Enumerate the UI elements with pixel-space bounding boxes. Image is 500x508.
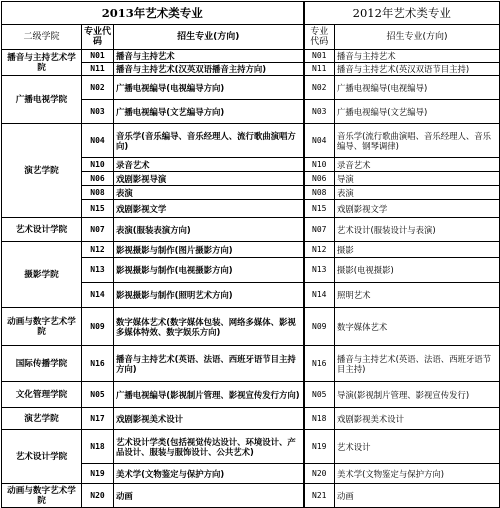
header-code-2013: 专业代码	[82, 25, 114, 50]
major-2012: 导演	[335, 172, 500, 186]
code-2013: N09	[82, 308, 114, 346]
college-cell: 广播电视学院	[2, 76, 82, 124]
college-cell: 演艺学院	[2, 408, 82, 430]
college-cell: 演艺学院	[2, 124, 82, 218]
code-2013: N12	[82, 242, 114, 258]
code-2013: N19	[82, 464, 114, 484]
code-2013: N03	[82, 100, 114, 124]
header-college: 二级学院	[2, 25, 82, 50]
code-2012: N16	[304, 346, 335, 382]
college-cell: 国际传播学院	[2, 346, 82, 382]
major-2012: 动画	[335, 484, 500, 508]
code-2013: N18	[82, 430, 114, 464]
major-2013: 表演	[114, 186, 304, 200]
major-2013: 数字媒体艺术(数字媒体包装、网络多媒体、影视多媒体特效、数字娱乐方向)	[114, 308, 304, 346]
major-2012: 音乐学(流行歌曲演唱、音乐经理人、音乐编导、钢琴调律)	[335, 124, 500, 158]
table-row	[2, 382, 500, 408]
major-2013: 播音与主持艺术(英语、法语、西班牙语节目主持方向)	[114, 346, 304, 382]
code-2012: N20	[304, 464, 335, 484]
major-2012: 美术学(文物鉴定与保护方向)	[335, 464, 500, 484]
major-2013: 影视摄影与制作(图片摄影方向)	[114, 242, 304, 258]
table-row	[2, 346, 500, 382]
table-row	[2, 218, 500, 242]
major-2012: 表演	[335, 186, 500, 200]
major-2012: 广播电视编导(文艺编导)	[335, 100, 500, 124]
major-2013: 广播电视编导(影视制片管理、影视宣传发行方向)	[114, 382, 304, 408]
code-2012: N02	[304, 76, 335, 100]
code-2013: N07	[82, 218, 114, 242]
table-row	[2, 430, 500, 464]
code-2013: N13	[82, 258, 114, 283]
college-cell: 动画与数字艺术学院	[2, 308, 82, 346]
code-2012: N09	[304, 308, 335, 346]
header-major-2013: 招生专业(方向)	[114, 25, 304, 50]
code-2012: N18	[304, 408, 335, 430]
major-2012: 戏剧影视美术设计	[335, 408, 500, 430]
header-major-2012: 招生专业(方向)	[335, 25, 500, 50]
code-2012: N13	[304, 258, 335, 283]
major-2013: 表演(服装表演方向)	[114, 218, 304, 242]
code-2013: N01	[82, 50, 114, 63]
major-2013: 艺术设计学类(包括视觉传达设计、环境设计、产品设计、服装与服饰设计、公共艺术)	[114, 430, 304, 464]
major-2013: 广播电视编导(文艺编导方向)	[114, 100, 304, 124]
code-2013: N08	[82, 186, 114, 200]
major-2012: 录音艺术	[335, 158, 500, 172]
code-2012: N10	[304, 158, 335, 172]
major-2013: 戏剧影视美术设计	[114, 408, 304, 430]
code-2013: N20	[82, 484, 114, 508]
major-2012: 播音与主持艺术(英语、法语、西班牙语节目主持)	[335, 346, 500, 382]
college-cell: 艺术设计学院	[2, 218, 82, 242]
college-cell: 播音与主持艺术学院	[2, 50, 82, 76]
college-cell: 艺术设计学院	[2, 430, 82, 484]
code-2013: N06	[82, 172, 114, 186]
major-2013: 戏剧影视导演	[114, 172, 304, 186]
major-2013: 戏剧影视文学	[114, 200, 304, 218]
code-2013: N04	[82, 124, 114, 158]
code-2012: N15	[304, 200, 335, 218]
code-2013: N14	[82, 283, 114, 308]
college-cell: 摄影学院	[2, 242, 82, 308]
major-2012: 数字媒体艺术	[335, 308, 500, 346]
major-2012: 广播电视编导(电视编导)	[335, 76, 500, 100]
major-2012: 摄影(电视摄影)	[335, 258, 500, 283]
major-2013: 播音与主持艺术(汉英双语播音主持方向)	[114, 63, 304, 76]
title-row	[2, 2, 500, 25]
title-2012: 2012年艺术类专业	[304, 2, 500, 25]
major-2012: 摄影	[335, 242, 500, 258]
code-2012: N05	[304, 382, 335, 408]
college-cell: 动画与数字艺术学院	[2, 484, 82, 508]
code-2012: N21	[304, 484, 335, 508]
header-code-2012: 专业代码	[304, 25, 335, 50]
major-2013: 录音艺术	[114, 158, 304, 172]
code-2012: N08	[304, 186, 335, 200]
table-row	[2, 408, 500, 430]
major-2012: 艺术设计	[335, 430, 500, 464]
code-2012: N19	[304, 430, 335, 464]
major-2012: 戏剧影视文学	[335, 200, 500, 218]
major-2013: 音乐学(音乐编导、音乐经理人、流行歌曲演唱方向)	[114, 124, 304, 158]
table-row	[2, 76, 500, 100]
major-2012: 播音与主持艺术(英汉双语节目主持)	[335, 63, 500, 76]
college-cell: 文化管理学院	[2, 382, 82, 408]
table-row	[2, 484, 500, 508]
table-row	[2, 50, 500, 63]
code-2012: N04	[304, 124, 335, 158]
major-2012: 艺术设计(服装设计与表演)	[335, 218, 500, 242]
major-2013: 广播电视编导(电视编导方向)	[114, 76, 304, 100]
table-row	[2, 308, 500, 346]
table-row	[2, 124, 500, 158]
major-2012: 照明艺术	[335, 283, 500, 308]
major-2013: 美术学(文物鉴定与保护方向)	[114, 464, 304, 484]
code-2013: N16	[82, 346, 114, 382]
code-2013: N10	[82, 158, 114, 172]
admission-table-container	[1, 1, 499, 506]
code-2013: N11	[82, 63, 114, 76]
major-2012: 播音与主持艺术	[335, 50, 500, 63]
code-2012: N12	[304, 242, 335, 258]
code-2012: N11	[304, 63, 335, 76]
code-2012: N06	[304, 172, 335, 186]
code-2012: N03	[304, 100, 335, 124]
code-2013: N02	[82, 76, 114, 100]
code-2012: N01	[304, 50, 335, 63]
major-2013: 动画	[114, 484, 304, 508]
major-2013: 影视摄影与制作(电视摄影方向)	[114, 258, 304, 283]
table-row	[2, 242, 500, 258]
code-2012: N14	[304, 283, 335, 308]
major-comparison-table	[1, 1, 500, 508]
header-row	[2, 25, 500, 50]
code-2012: N07	[304, 218, 335, 242]
code-2013: N05	[82, 382, 114, 408]
major-2012: 导演(影视制片管理、影视宣传发行)	[335, 382, 500, 408]
major-2013: 播音与主持艺术	[114, 50, 304, 63]
code-2013: N17	[82, 408, 114, 430]
title-2013: 2013年艺术类专业	[2, 2, 304, 25]
major-2013: 影视摄影与制作(照明艺术方向)	[114, 283, 304, 308]
code-2013: N15	[82, 200, 114, 218]
